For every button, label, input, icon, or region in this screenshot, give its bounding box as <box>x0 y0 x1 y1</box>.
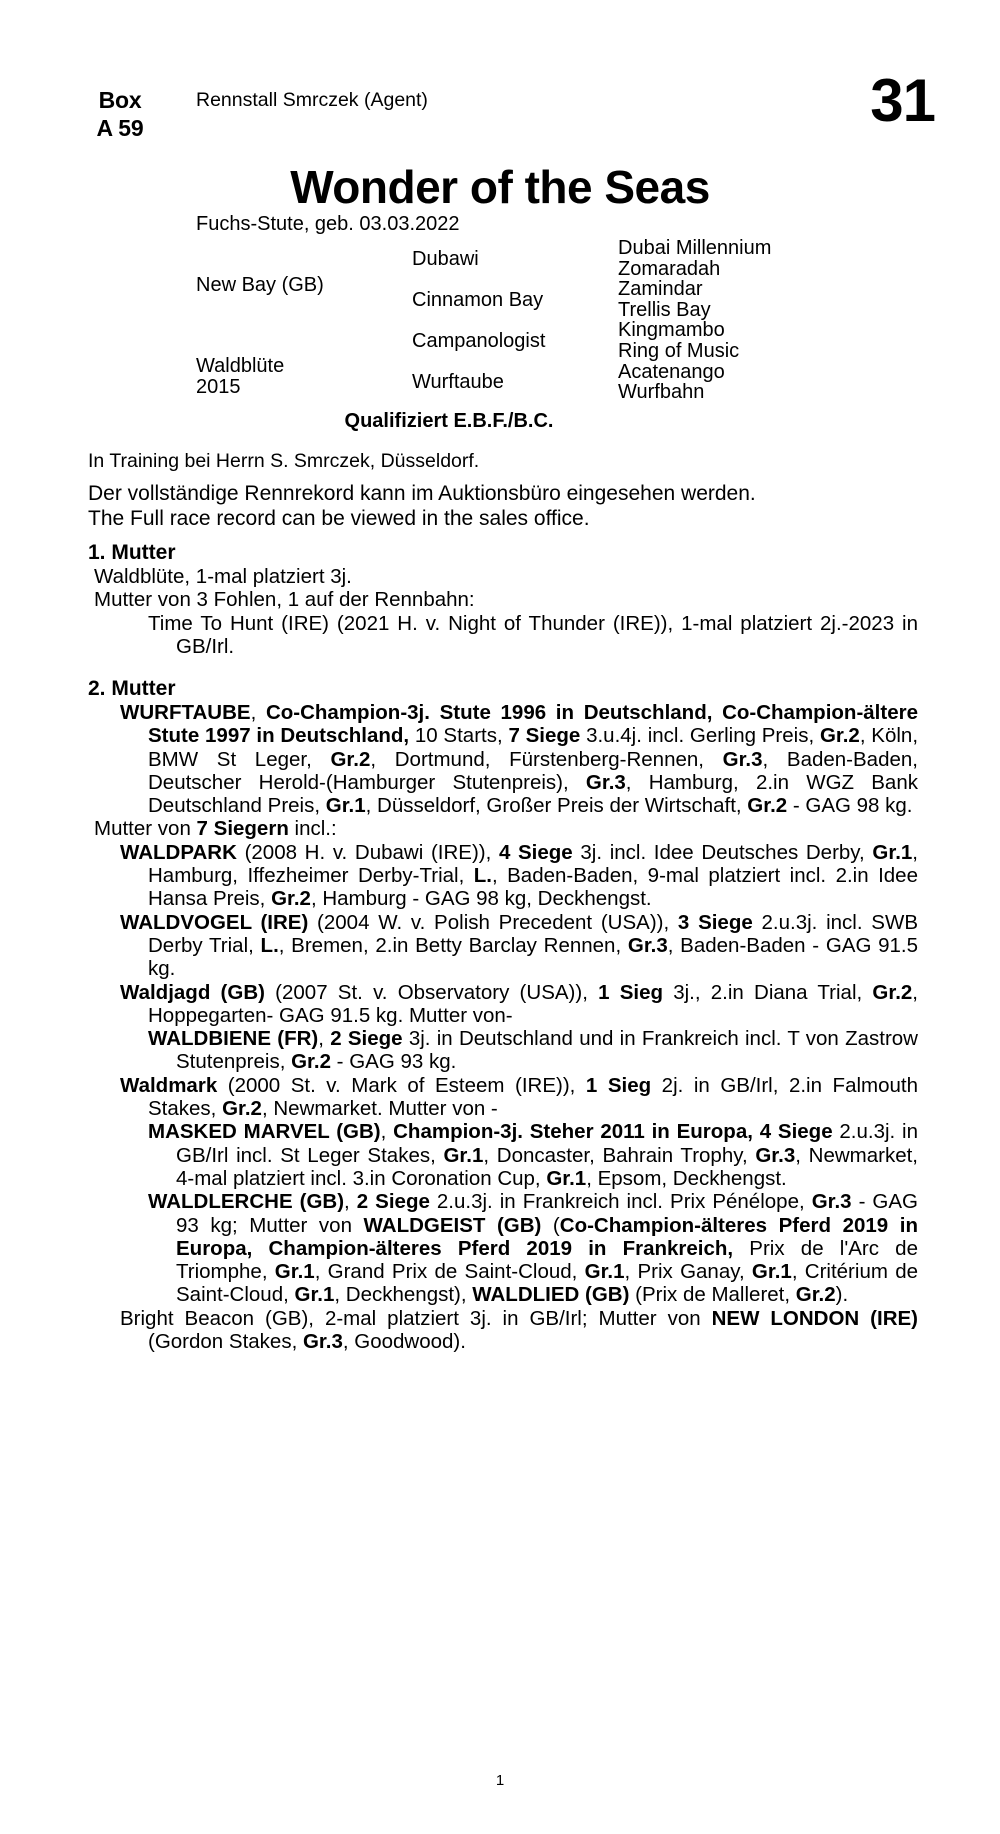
second-dam-section <box>88 677 918 1353</box>
first-dam-record: Waldblüte, 1-mal platziert 3j. <box>94 565 352 588</box>
pedigree-dams-dam: Wurftaube <box>412 371 504 393</box>
second-dam-record: WURFTAUBE, Co-Champion-3j. Stute 1996 in Deutschland, Co-Champion-ältere Stute 1997 in Deutschland, 10 Starts, 7 Siege 3.u.4j. incl. Gerling Preis, Gr.2, Köln, BMW St Leger, Gr.2, Dortmund, Fürstenberg-Rennen, Gr.3, Baden-Baden, Deutscher Herold-(Hamburger Stutenpreis), Gr.3, Hamburg, 2.in WGZ Bank Deutschland Preis, Gr.1, Düsseldorf, Großer Preis der Wirtschaft, Gr.2 - GAG 98 kg. <box>120 701 919 818</box>
pedigree-sire: New Bay (GB) <box>196 274 324 296</box>
progeny-item: WALDLERCHE (GB), 2 Siege 2.u.3j. in Frankreich incl. Prix Pénélope, Gr.3 - GAG 93 kg; Mutter von WALDGEIST (GB) (Co-Champion-älteres Pferd 2019 in Europa, Champion-älteres Pferd 2019 in Frankreich, Prix de l'Arc de Triomphe, Gr.1, Grand Prix de Saint-Cloud, Gr.1, Prix Ganay, Gr.1, Critérium de Saint-Cloud, Gr.1, Deckhengst), WALDLIED (GB) (Prix de Malleret, Gr.2). <box>148 1190 918 1307</box>
progeny-item: Waldjagd (GB) (2007 St. v. Observatory (USA)), 1 Sieg 3j., 2.in Diana Trial, Gr.2, Hoppegarten- GAG 91.5 kg. Mutter von- <box>120 980 918 1027</box>
second-dam-winners-label: Mutter von 7 Siegern incl.: <box>94 817 337 841</box>
pedigree-column-great-grandparents <box>618 238 948 403</box>
pedigree-ggp: Dubai Millennium <box>618 237 772 259</box>
race-record-note-en: The Full race record can be viewed in the sales office. <box>88 506 590 530</box>
qualification-badge: Qualifiziert E.B.F./B.C. <box>344 410 554 432</box>
pedigree-ggp: Kingmambo <box>618 319 725 342</box>
consignor-name: Rennstall Smrczek (Agent) <box>196 89 428 111</box>
pedigree-ggp: Ring of Music <box>618 339 740 362</box>
box-label-line1: Box <box>98 87 142 113</box>
pedigree-ggp: Zomaradah <box>618 257 721 280</box>
progeny-item: Bright Beacon (GB), 2-mal platziert 3j. in GB/Irl; Mutter von NEW LONDON (IRE) (Gordon Stakes, Gr.3, Goodwood). <box>120 1306 919 1354</box>
progeny-item: Waldmark (2000 St. v. Mark of Esteem (IRE)), 1 Sieg 2j. in GB/Irl, 2.in Falmouth Stakes, Gr.2, Newmarket. Mutter von - <box>120 1073 919 1121</box>
first-dam-section <box>88 541 918 658</box>
training-note: In Training bei Herrn S. Smrczek, Düsseldorf. <box>88 450 480 472</box>
page-header <box>0 67 1000 158</box>
pedigree-sires-sire: Dubawi <box>412 248 479 270</box>
pedigree-table <box>0 238 1000 408</box>
first-dam-progeny: Time To Hunt (IRE) (2021 H. v. Night of Thunder (IRE)), 1-mal platziert 2j.-2023 in GB/Irl. <box>148 611 918 658</box>
progeny-item: WALDVOGEL (IRE) (2004 W. v. Polish Precedent (USA)), 3 Siege 2.u.3j. incl. SWB Derby Trial, L., Bremen, 2.in Betty Barclay Rennen, Gr.3, Baden-Baden - GAG 91.5 kg. <box>120 910 918 981</box>
horse-details: Fuchs-Stute, geb. 03.03.2022 <box>196 213 460 235</box>
race-record-note-de: Der vollständige Rennrekord kann im Auktionsbüro eingesehen werden. <box>88 482 756 505</box>
pedigree-ggp: Acatenango <box>618 360 725 383</box>
box-label <box>60 86 180 142</box>
first-dam-foals: Mutter von 3 Fohlen, 1 auf der Rennbahn: <box>94 588 475 612</box>
pedigree-ggp: Zamindar <box>618 278 703 301</box>
progeny-item: WALDPARK (2008 H. v. Dubawi (IRE)), 4 Siege 3j. incl. Idee Deutsches Derby, Gr.1, Hamburg, Iffezheimer Derby-Trial, L., Baden-Baden, 9-mal platziert incl. 2.in Idee Hansa Preis, Gr.2, Hamburg - GAG 98 kg, Deckhengst. <box>120 840 918 911</box>
progeny-item: MASKED MARVEL (GB), Champion-3j. Steher 2011 in Europa, 4 Siege 2.u.3j. in GB/Irl incl. St Leger Stakes, Gr.1, Doncaster, Bahrain Trophy, Gr.3, Newmarket, 4-mal platziert incl. 3.in Coronation Cup, Gr.1, Epsom, Deckhengst. <box>148 1120 918 1190</box>
horse-name: Wonder of the Seas <box>290 161 710 213</box>
pedigree-dam-year: 2015 <box>196 376 241 398</box>
page-number: 1 <box>495 1772 505 1789</box>
pedigree-ggp: Trellis Bay <box>618 298 711 321</box>
lot-number: 31 <box>870 67 935 134</box>
pedigree-sires-dam: Cinnamon Bay <box>412 289 544 311</box>
pedigree-dam: Waldblüte <box>196 355 285 377</box>
box-label-line2: A 59 <box>96 115 144 141</box>
progeny-item: WALDBIENE (FR), 2 Siege 3j. in Deutschland und in Frankreich incl. T von Zastrow Stutenpreis, Gr.2 - GAG 93 kg. <box>148 1027 918 1074</box>
pedigree-dams-sire: Campanologist <box>412 330 546 352</box>
race-record-note <box>88 482 918 531</box>
pedigree-ggp: Wurfbahn <box>618 381 705 404</box>
second-dam-progeny-list <box>88 841 918 1354</box>
second-dam-heading: 2. Mutter <box>88 677 176 700</box>
first-dam-heading: 1. Mutter <box>88 541 176 564</box>
